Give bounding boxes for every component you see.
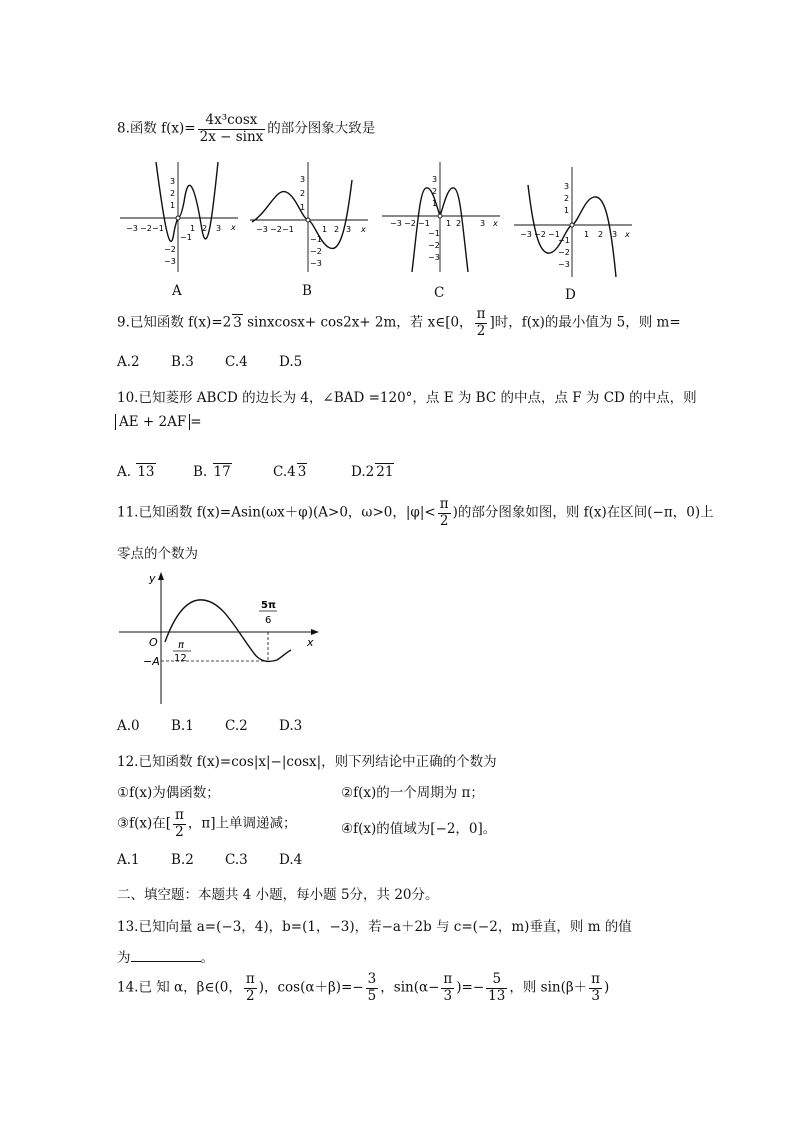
svg-text:3: 3 [564, 182, 570, 191]
svg-text:3: 3 [300, 175, 306, 184]
svg-text:2: 2 [300, 189, 306, 198]
svg-text:−2: −2 [558, 248, 570, 257]
q12-option-b[interactable]: B.2 [171, 852, 194, 868]
q11-options [117, 718, 302, 734]
svg-text:3: 3 [432, 175, 438, 184]
svg-text:x: x [361, 225, 366, 234]
svg-text:−3: −3 [558, 260, 570, 269]
svg-text:2: 2 [202, 224, 208, 233]
svg-text:y: y [149, 572, 156, 585]
question-13-stem: 13.已知向量 a=(−3，4)，b=(1，−3)，若−a＋2b 与 c=(−2，m)垂直，则 m 的值 [117, 919, 632, 935]
svg-text:x: x [493, 219, 498, 228]
q8-graph-c [380, 160, 505, 275]
svg-text:−2: −2 [270, 225, 282, 234]
svg-text:2: 2 [456, 219, 462, 228]
q8-label-d: D [565, 287, 576, 303]
q8-graph-b [248, 160, 373, 275]
q9-option-b[interactable]: B.3 [171, 354, 194, 370]
q8-suffix: 的部分图象大致是 [267, 120, 376, 137]
q9-frac-den: 2 [476, 322, 486, 339]
q8-graph-d [512, 165, 637, 280]
svg-text:−3: −3 [428, 253, 440, 262]
svg-text:−1: −1 [418, 219, 430, 228]
svg-text:2: 2 [170, 189, 176, 198]
question-9-stem [117, 307, 681, 339]
q10-option-b[interactable]: B. 17 [193, 464, 231, 480]
svg-text:3: 3 [346, 225, 352, 234]
q8-fraction [198, 113, 266, 145]
svg-text:1: 1 [432, 199, 438, 208]
q10-option-c[interactable]: C.4 3 [273, 464, 307, 480]
q13-line-2: 为 。 [117, 950, 214, 966]
question-12-stem: 12.已知函数 f(x)=cos|x|−|cosx|，则下列结论中正确的个数为 [117, 754, 497, 770]
svg-text:12: 12 [174, 653, 187, 664]
q10-equals: = [190, 414, 202, 430]
q10-option-a[interactable]: A. 13 [117, 464, 155, 480]
svg-text:−1: −1 [558, 236, 570, 245]
q11-line-2: 零点的个数为 [117, 546, 198, 562]
question-11-stem [117, 497, 714, 529]
svg-text:3: 3 [216, 224, 222, 233]
svg-text:−2: −2 [428, 241, 440, 250]
q11-option-b[interactable]: B.1 [171, 718, 194, 734]
svg-text:3: 3 [612, 230, 618, 239]
svg-text:−1: −1 [180, 233, 192, 242]
q9-option-a[interactable]: A.2 [117, 354, 140, 370]
svg-text:2: 2 [598, 230, 604, 239]
q12-option-c[interactable]: C.3 [225, 852, 248, 868]
q8-label-a: A [172, 283, 182, 299]
q8-label-b: B [302, 283, 312, 299]
q11-text-1: 11.已知函数 f(x)=Asin(ωx＋φ)(A>0，ω>0，|φ|< [117, 504, 436, 521]
q9-sqrt: 3 [233, 314, 242, 331]
question-10-stem: 10.已知菱形 ABCD 的边长为 4，∠BAD =120°，点 E 为 BC 的中点，点 F 为 CD 的中点，则 [117, 390, 697, 406]
svg-text:1: 1 [190, 224, 196, 233]
svg-text:−3: −3 [520, 230, 532, 239]
svg-text:−3: −3 [390, 219, 402, 228]
q10-vector-abs: AE + 2AF [115, 414, 190, 430]
question-14-stem: 14.已 知 α，β∈(0， $\frac{\pi}{2}$ )，cos(α＋β)=− $\frac{3}{5}$ ，sin(α− $\frac{\pi}{3}$ )=− $\frac{5}{13}$ ，则 sin(β＋ $\frac{\pi}{3}$ ) [117, 971, 610, 1004]
svg-text:2: 2 [334, 225, 340, 234]
q10-vector-expression [115, 414, 202, 430]
svg-text:3: 3 [480, 219, 486, 228]
q9-option-d[interactable]: D.5 [279, 354, 303, 370]
svg-text:1: 1 [170, 201, 176, 210]
q11-fraction: $\frac{\pi}{2}$ [439, 496, 449, 529]
q13-answer-blank[interactable] [131, 949, 201, 962]
q9-text-1: 9.已知函数 f(x)=2 [117, 314, 232, 331]
q9-text-3: ]时，f(x)的最小值为 5，则 m= [489, 314, 681, 331]
svg-text:−1: −1 [310, 235, 322, 244]
svg-text:−3: −3 [126, 224, 138, 233]
q8-numerator: 4x³cosx [198, 113, 266, 130]
q11-text-2: )的部分图象如图，则 f(x)在区间(−π，0)上 [452, 504, 714, 521]
q8-prefix: 8.函数 f(x)= [117, 120, 196, 137]
svg-text:−1: −1 [548, 230, 560, 239]
q12-option-d[interactable]: D.4 [279, 852, 303, 868]
svg-text:2: 2 [564, 194, 570, 203]
svg-text:2: 2 [432, 187, 438, 196]
svg-text:x: x [231, 223, 236, 232]
q9-option-c[interactable]: C.4 [225, 354, 248, 370]
q8-label-c: C [434, 285, 445, 301]
q12-statement-1: ①f(x)为偶函数； [117, 785, 220, 801]
q12-statement-4: ④f(x)的值域为[−2，0]。 [341, 821, 497, 837]
q11-option-c[interactable]: C.2 [225, 718, 248, 734]
q9-frac-num: π [476, 306, 486, 322]
svg-text:−2: −2 [534, 230, 546, 239]
svg-text:−3: −3 [256, 225, 268, 234]
q10-option-d[interactable]: D.2 21 [351, 464, 394, 480]
q12-statement-2: ②f(x)的一个周期为 π； [341, 785, 484, 801]
section-2-heading: 二、填空题：本题共 4 小题，每小题 5分，共 20分。 [117, 887, 439, 903]
svg-text:−2: −2 [310, 247, 322, 256]
question-8-stem [117, 113, 375, 145]
q8-graph-a [118, 160, 243, 275]
svg-text:−2: −2 [140, 224, 152, 233]
svg-text:π: π [178, 640, 185, 651]
svg-text:1: 1 [584, 230, 590, 239]
q9-text-2: sinxcosx+ cos2x+ 2m，若 x∈[0， [242, 314, 473, 331]
svg-text:−2: −2 [164, 245, 176, 254]
svg-text:x: x [625, 230, 630, 239]
svg-text:5π: 5π [261, 600, 276, 611]
svg-text:1: 1 [300, 203, 306, 212]
svg-text:−1: −1 [152, 224, 164, 233]
svg-text:−3: −3 [310, 259, 322, 268]
svg-text:1: 1 [564, 206, 570, 215]
svg-text:−A: −A [143, 655, 160, 668]
svg-text:6: 6 [265, 615, 272, 626]
q11-option-d[interactable]: D.3 [279, 718, 303, 734]
svg-text:−1: −1 [282, 225, 294, 234]
q12-options [117, 852, 302, 868]
q12-statement-3: ③f(x)在[ $\frac{\pi}{2}$ ，π]上单调递减； [117, 807, 297, 840]
q10-options [117, 463, 394, 480]
svg-text:O: O [149, 636, 158, 649]
q11-option-a[interactable]: A.0 [117, 718, 140, 734]
svg-text:3: 3 [170, 177, 176, 186]
svg-text:−3: −3 [164, 257, 176, 266]
svg-text:1: 1 [446, 219, 452, 228]
svg-text:1: 1 [322, 225, 328, 234]
q11-sine-graph [115, 568, 325, 708]
q8-denominator: 2x − sinx [199, 128, 264, 145]
q9-options [117, 354, 302, 370]
svg-text:−2: −2 [404, 219, 416, 228]
q9-fraction [475, 307, 488, 339]
q12-option-a[interactable]: A.1 [117, 852, 140, 868]
svg-text:x: x [307, 636, 314, 649]
svg-text:−1: −1 [428, 229, 440, 238]
